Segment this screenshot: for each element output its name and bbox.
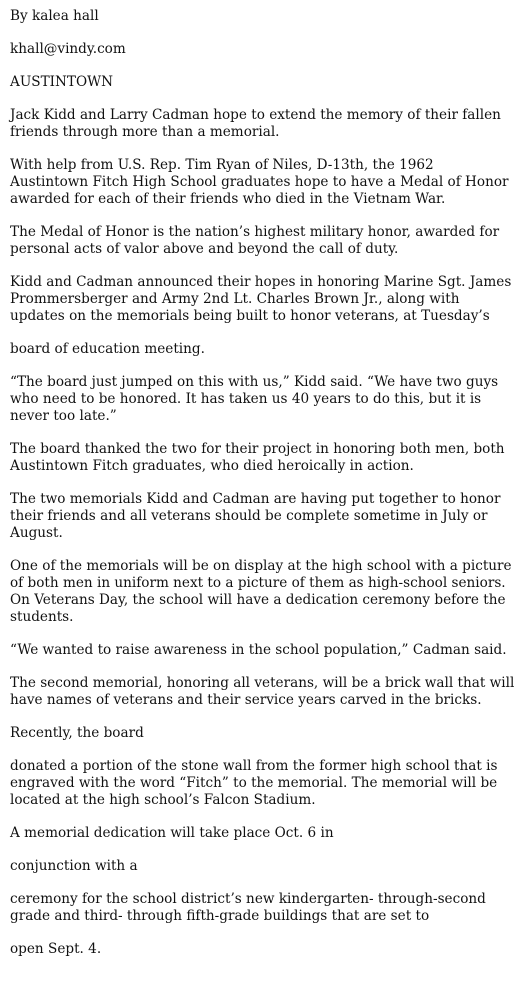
paragraph: With help from U.S. Rep. Tim Ryan of Niles, D-13th, the 1962 Austintown Fitch High School graduates hope to have a Medal of Honor awarded for each of their friends who died in the Vietnam War. <box>10 157 509 207</box>
paragraph: The board thanked the two for their project in honoring both men, both Austintown Fitch graduates, who died heroically in action. <box>10 441 505 474</box>
paragraph: “We wanted to raise awareness in the school population,” Cadman said. <box>10 642 507 658</box>
paragraph: The second memorial, honoring all veterans, will be a brick wall that will have names of veterans and their service years carved in the bricks. <box>10 675 515 708</box>
dateline: AUSTINTOWN <box>10 74 113 90</box>
paragraph: donated a portion of the stone wall from the former high school that is engraved with the word “Fitch” to the memorial. The memorial will be located at the high school’s Falcon Stadium. <box>10 758 498 808</box>
byline: By kalea hall <box>10 8 99 24</box>
paragraph: One of the memorials will be on display at the high school with a picture of both men in uniform next to a picture of them as high-school seniors. On Veterans Day, the school will have a dedication ceremony before the students. <box>10 558 512 625</box>
paragraph: Jack Kidd and Larry Cadman hope to extend the memory of their fallen friends through more than a memorial. <box>10 107 501 140</box>
paragraph: open Sept. 4. <box>10 941 102 957</box>
paragraph: Kidd and Cadman announced their hopes in honoring Marine Sgt. James Prommersberger and Army 2nd Lt. Charles Brown Jr., along with updates on the memorials being built to honor veterans, at Tuesday’s <box>10 274 512 324</box>
paragraph: “The board just jumped on this with us,” Kidd said. “We have two guys who need to be honored. It has taken us 40 years to do this, but it is never too late.” <box>10 374 499 424</box>
author-email: khall@vindy.com <box>10 41 126 57</box>
paragraph: ceremony for the school district’s new kindergarten- through-second grade and third- through fifth-grade buildings that are set to <box>10 891 486 924</box>
paragraph: conjunction with a <box>10 858 138 874</box>
paragraph: The two memorials Kidd and Cadman are having put together to honor their friends and all veterans should be complete sometime in July or August. <box>10 491 501 541</box>
paragraph: The Medal of Honor is the nation’s highest military honor, awarded for personal acts of valor above and beyond the call of duty. <box>10 224 500 257</box>
paragraph: board of education meeting. <box>10 341 205 357</box>
paragraph: Recently, the board <box>10 725 144 741</box>
paragraph: A memorial dedication will take place Oct. 6 in <box>10 825 334 841</box>
